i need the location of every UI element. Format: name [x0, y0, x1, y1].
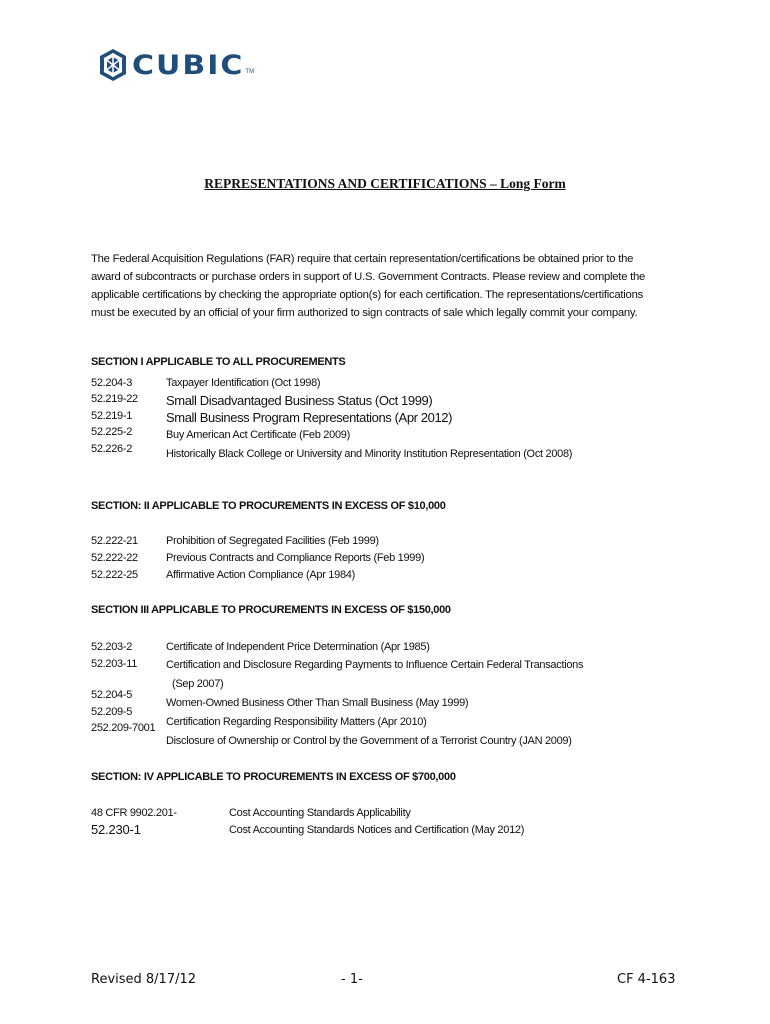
section-3-code: 52.203-11: [91, 658, 138, 670]
footer-page-number: - 1-: [341, 972, 363, 987]
section-3-item: Certificate of Independent Price Determination (Apr 1985): [166, 641, 430, 653]
section-4-code: 52.230-1: [91, 822, 141, 837]
section-2-item: Prohibition of Segregated Facilities (Feb 1999): [166, 535, 379, 547]
section-2-code: 52.222-21: [91, 535, 138, 547]
intro-line: must be executed by an official of your firm authorized to sign contracts of sale which legally commit your company.: [91, 307, 638, 319]
page-title: REPRESENTATIONS AND CERTIFICATIONS – Long Form: [204, 176, 566, 191]
section-4-item: Cost Accounting Standards Notices and Certification (May 2012): [229, 824, 525, 836]
section-3-item: Certification Regarding Responsibility Matters (Apr 2010): [166, 716, 427, 728]
section-2-heading: SECTION: II APPLICABLE TO PROCUREMENTS IN EXCESS OF $10,000: [91, 500, 446, 512]
section-1-item: Small Business Program Representations (Apr 2012): [166, 410, 453, 425]
logo-wordmark: CUBIC: [132, 49, 245, 81]
section-1-item: Historically Black College or University and Minority Institution Representation (Oct 2008): [166, 448, 573, 460]
section-3-item: Disclosure of Ownership or Control by the Government of a Terrorist Country (JAN 2009): [166, 735, 572, 747]
section-2-code: 52.222-22: [91, 552, 138, 564]
section-3-heading: SECTION III APPLICABLE TO PROCUREMENTS IN EXCESS OF $150,000: [91, 604, 451, 616]
section-3-code: 252.209-7001: [91, 722, 156, 734]
section-3-item: Certification and Disclosure Regarding Payments to Influence Certain Federal Transactions: [166, 659, 584, 671]
intro-line: award of subcontracts or purchase orders in support of U.S. Government Contracts. Please review and complete the: [91, 271, 646, 283]
section-1-code: 52.219-1: [91, 410, 133, 422]
section-1-code: 52.204-3: [91, 377, 133, 389]
section-3-item: Women-Owned Business Other Than Small Business (May 1999): [166, 697, 469, 709]
section-1-item: Buy American Act Certificate (Feb 2009): [166, 429, 350, 441]
intro-line: applicable certifications by checking the appropriate option(s) for each certification. The representations/certifications: [91, 289, 644, 301]
footer-form-number: CF 4-163: [617, 972, 676, 987]
intro-paragraph: [91, 250, 681, 322]
section-1-code: 52.219-22: [91, 393, 138, 405]
cubic-logo: [98, 47, 254, 83]
section-1-item: Taxpayer Identification (Oct 1998): [166, 377, 321, 389]
section-2-item: Affirmative Action Compliance (Apr 1984): [166, 569, 355, 581]
section-3-code: 52.209-5: [91, 706, 133, 718]
cubic-globe-icon: [98, 48, 128, 82]
section-1-item: Small Disadvantaged Business Status (Oct 1999): [166, 393, 433, 408]
section-2-item: Previous Contracts and Compliance Reports (Feb 1999): [166, 552, 425, 564]
intro-line: The Federal Acquisition Regulations (FAR) require that certain representation/certifications be obtained prior to the: [91, 253, 634, 265]
section-1-code: 52.226-2: [91, 443, 133, 455]
trademark-mark: TM: [245, 69, 255, 75]
section-3-code: 52.204-5: [91, 689, 133, 701]
section-1-heading: SECTION I APPLICABLE TO ALL PROCUREMENTS: [91, 356, 346, 368]
section-3-code: 52.203-2: [91, 641, 133, 653]
footer-revised-date: Revised 8/17/12: [91, 972, 197, 987]
section-3-item-continuation: (Sep 2007): [172, 678, 224, 690]
section-1-code: 52.225-2: [91, 426, 133, 438]
section-4-item: Cost Accounting Standards Applicability: [229, 807, 411, 819]
section-4-code: 48 CFR 9902.201-: [91, 807, 177, 819]
section-2-code: 52.222-25: [91, 569, 138, 581]
section-4-heading: SECTION: IV APPLICABLE TO PROCUREMENTS IN EXCESS OF $700,000: [91, 771, 456, 783]
